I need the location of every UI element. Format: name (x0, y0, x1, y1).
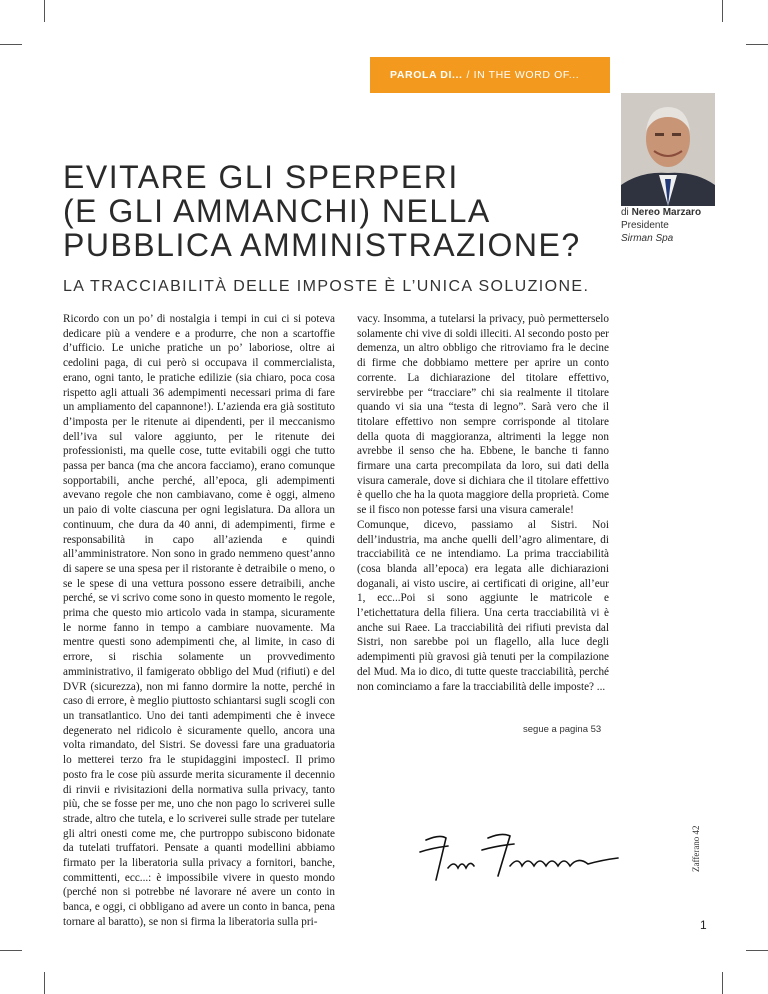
body-column-1 (63, 312, 335, 930)
body-paragraph: vacy. Insomma, a tutelarsi la privacy, può permetterselo solamente chi vive di soldi illeciti. Al secondo posto per demenza, un altro obbligo che ritroviamo fra le decine di firme che dobbiamo mettere per aprire un conto corrente. La dichiarazione del titolare effettivo, servirebbe per “tracciare” chi sia realmente il titolare quando vi sia una “testa di legno”. Sarà vero che il titolare effettivo non sempre corrisponde al titolare della quota di maggioranza, altrimenti la legge non avrebbe il senso che ha. Ebbene, le banche ti fanno firmare una carta precompilata da loro, sui dati della visura camerale, dove si dichiara che il titolare effettivo è quello che ha la quota maggiore della proprietà. Come se il fisco non potesse farsi una visura camerale! (357, 313, 609, 517)
author-prefix: di (621, 207, 629, 218)
crop-mark (722, 0, 723, 22)
crop-mark (0, 44, 22, 45)
author-photo (621, 93, 715, 206)
magazine-vertical-label: Zafferano 42 (691, 825, 701, 872)
crop-mark (0, 950, 22, 951)
section-label-en: / IN THE WORD OF... (466, 69, 580, 81)
page-number: 1 (700, 918, 707, 932)
author-portrait-icon (621, 93, 715, 206)
author-role: Presidente (621, 220, 669, 231)
body-column-2 (357, 312, 609, 694)
continued-note: segue a pagina 53 (523, 724, 602, 735)
section-header-bar (370, 57, 610, 93)
crop-mark (44, 972, 45, 994)
title-line: PUBBLICA AMMINISTRAZIONE? (63, 227, 581, 263)
author-company: Sirman Spa (621, 233, 674, 244)
section-label: PAROLA DI... (390, 69, 463, 81)
signature-icon (418, 830, 628, 890)
crop-mark (746, 950, 768, 951)
crop-mark (44, 0, 45, 22)
author-name-line (621, 206, 701, 219)
author-byline (621, 206, 701, 245)
article-subtitle: LA TRACCIABILITÀ DELLE IMPOSTE È L’UNICA SOLUZIONE. (63, 278, 590, 295)
title-line: (E GLI AMMANCHI) NELLA (63, 193, 491, 229)
body-paragraph: Comunque, dicevo, passiamo al Sistri. Noi dell’industria, ma anche quelli dell’agro alimentare, di tracciabilità ce ne intendiamo. La prima tracciabilità (cosa blanda all’epoca) era legata alle dichiarazioni doganali, ai visto uscire, ai certificati di origine, all’eur 1, ecc...Poi si sono aggiunte le matricole e l’etichettatura della filiera. Una certa tracciabilità vi è anche sui Raee. La tracciabilità dei rifiuti prevista dal Sistri, non sarebbe poi un flagello, alla luce degli adempimenti più gravosi già tenuti per la compilazione del Mud. Ma io dico, di tutte queste tracciabilità, perché non cominciamo a fare la tracciabilità delle imposte? ... (357, 518, 609, 693)
article-title (63, 160, 603, 262)
title-line: EVITARE GLI SPERPERI (63, 159, 459, 195)
body-paragraph: Ricordo con un po’ di nostalgia i tempi in cui ci si poteva dedicare più a vendere e a produrre, che non a scartoffie d’ufficio. Le uniche pratiche un po’ laboriose, oltre ai cedolini paga, di cui però si occupava il commercialista, erano, ogni tanto, le pratiche edilizie (sia chiaro, poca cosa rispetto agli attuali 36 adempimenti necessari prima di fare un ampliamento del capannone!). L’azienda era già sostituto d’imposta per le ritenute ai dipendenti, per il meccanismo dell’iva sul valore aggiunto, per le ritenute dei professionisti, ma quelle cose, tutte evitabili oggi che tutto passa per banca (ma che ancora facciamo), erano comunque sopportabili, anche perché, all’epoca, gli adempimenti avevano regole che non cambiavano, come è oggi, almeno un paio di volte ciascuna per ogni legislatura. Da allora un continuum, che dura da 40 anni, di adempimenti, firme e responsabilità in capo all’azienda e quindi all’amministratore. Non sono in grado nemmeno quest’anno di sapere se una spesa per il ristorante è detraibile o meno, o se le spese di una vettura possono essere detraibili, anche perché, se vi scrivo come sono in questo momento le regole, prima che questo mio articolo vada in stampa, sicuramente le norme fanno in tempo a cambiare nuovamente. Ma mentre questi sono adempimenti che, al limite, in caso di errore, si rischia solamente un provvedimento amministrativo, il famigerato obbligo del Mud (rifiuti) e del DVR (sicurezza), non mi fanno dormire la notte, perché in caso di errore, è meglio piuttosto schiantarsi sugli scogli con un transatlantico. Uno dei tanti adempimenti che è invece degenerato nel ridicolo è sicuramente quello, ancora una volta rimandato, del Sistri. Se dovessi fare una graduatoria lo metterei terzo fra le stupidaggini impostecI. Il primo posto fra le cose più assurde merita sicuramente il decennio di rinvii e rivisitazioni della normativa sulla privacy, tanto più, che se fosse per me, uno che non pago lo scriverei sulle strade, altro che tutela, e lo scriverei sulle strade per tutelare gli altri onesti come me, che purtroppo subiscono bidonate da tutelati truffatori. Pensate a quanti modellini abbiamo firmato per la liberatoria sulla privacy a fornitori, banche, committenti, ecc...: è impossibile vivere in questo mondo (perché non si potrebbe né lavorare né avere un conto in banca, e oggi, ci obbligano ad avere un conto in banca, pena tornare al baratto), se non si firma la liberatoria sulla pri- (63, 313, 335, 928)
crop-mark (746, 44, 768, 45)
author-name: Nereo Marzaro (631, 207, 702, 218)
crop-mark (722, 972, 723, 994)
